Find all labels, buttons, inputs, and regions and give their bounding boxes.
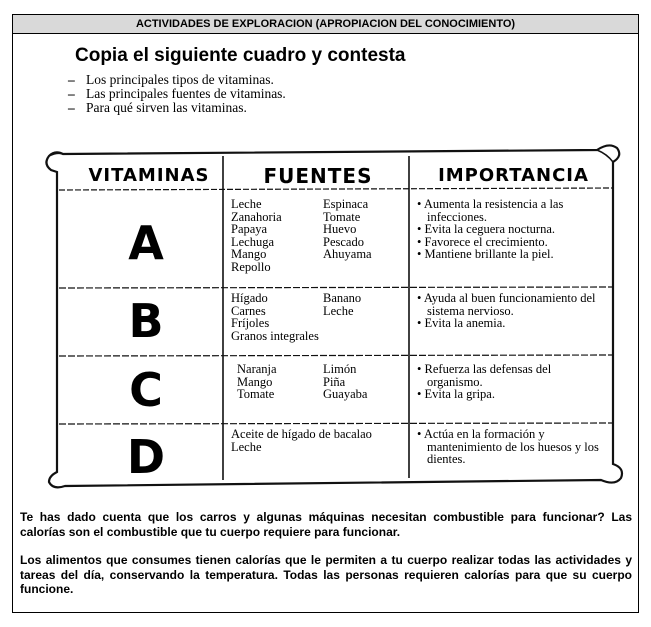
food-item: Fríjoles xyxy=(231,316,270,331)
table-row xyxy=(71,363,611,425)
column-header-importancia: IMPORTANCIA xyxy=(438,165,589,186)
food-item: Repollo xyxy=(231,259,271,274)
importance-list xyxy=(417,198,609,261)
task-item: – Las principales fuentes de vitaminas. xyxy=(68,86,286,101)
food-pair: Zanahoria Tomate xyxy=(231,209,361,224)
importance-item: • Evita la anemia. xyxy=(417,317,609,330)
importance-item: • Ayuda al buen funcionamiento del sistema nervioso. xyxy=(417,292,609,317)
food-pair: Naranja Limón xyxy=(237,362,357,376)
importance-item: • Evita la ceguera nocturna. xyxy=(417,223,609,236)
importance-list xyxy=(417,292,609,330)
body-text xyxy=(20,510,632,611)
task-item: – Para qué sirven las vitaminas. xyxy=(68,100,247,115)
food-item: Aceite de hígado de bacalao xyxy=(231,427,372,441)
importance-item: • Evita la gripa. xyxy=(417,388,609,401)
task-item: – Los principales tipos de vitaminas. xyxy=(68,72,274,87)
vitamin-letter: D xyxy=(126,430,166,484)
paragraph: Los alimentos que consumes tienen calorías que le permiten a tu cuerpo realizar todas las actividades y tareas del día, conservando la temperatura. Todas las personas requieren calorías para que su cuerpo funcione. xyxy=(20,553,632,596)
paragraph: Te has dado cuenta que los carros y algunas máquinas necesitan combustible para funcionar? Las calorías son el combustible que tu cuerpo requiere para funcionar. xyxy=(20,510,632,539)
importance-item: • Mantiene brillante la piel. xyxy=(417,248,609,261)
food-item: Leche xyxy=(231,439,262,454)
food-pair: Mango Piña xyxy=(237,374,346,389)
table-row xyxy=(71,292,611,358)
food-pair: Tomate Guayaba xyxy=(237,387,368,402)
food-pair: Carnes Leche xyxy=(231,303,354,318)
vitamin-letter: C xyxy=(129,363,163,417)
food-sources xyxy=(231,428,381,453)
vitamins-scroll-table xyxy=(41,142,629,492)
importance-item: • Actúa en la formación y mantenimiento de los huesos y los dientes. xyxy=(417,428,609,466)
food-pair: Papaya Huevo xyxy=(231,222,357,237)
column-header-fuentes: FUENTES xyxy=(263,164,373,188)
column-header-vitaminas: VITAMINAS xyxy=(88,165,210,186)
section-header: ACTIVIDADES DE EXPLORACION (APROPIACION DEL CONOCIMIENTO) xyxy=(13,15,638,34)
importance-item: • Refuerza las defensas del organismo. xyxy=(417,363,609,388)
vitamin-letter: B xyxy=(128,294,164,348)
food-pair: Mango Ahuyama xyxy=(231,247,372,262)
vitamins-table xyxy=(71,152,611,482)
food-sources xyxy=(231,292,411,342)
food-pair: Hígado Banano xyxy=(231,291,362,305)
table-row xyxy=(71,198,611,288)
table-row xyxy=(71,428,611,484)
food-pair: Lechuga Pescado xyxy=(231,234,364,249)
importance-list xyxy=(417,363,609,401)
importance-list xyxy=(417,428,609,466)
vitamin-letter: A xyxy=(128,216,164,270)
food-pair: Leche Espinaca xyxy=(231,197,369,211)
importance-item: • Favorece el crecimiento. xyxy=(417,236,609,249)
instruction-title: Copia el siguiente cuadro y contesta xyxy=(75,45,406,66)
food-sources xyxy=(231,198,411,274)
importance-item: • Aumenta la resistencia a las infecciones. xyxy=(417,198,609,223)
food-sources xyxy=(237,363,417,401)
task-list xyxy=(68,73,286,115)
food-item: Granos integrales xyxy=(231,328,319,343)
